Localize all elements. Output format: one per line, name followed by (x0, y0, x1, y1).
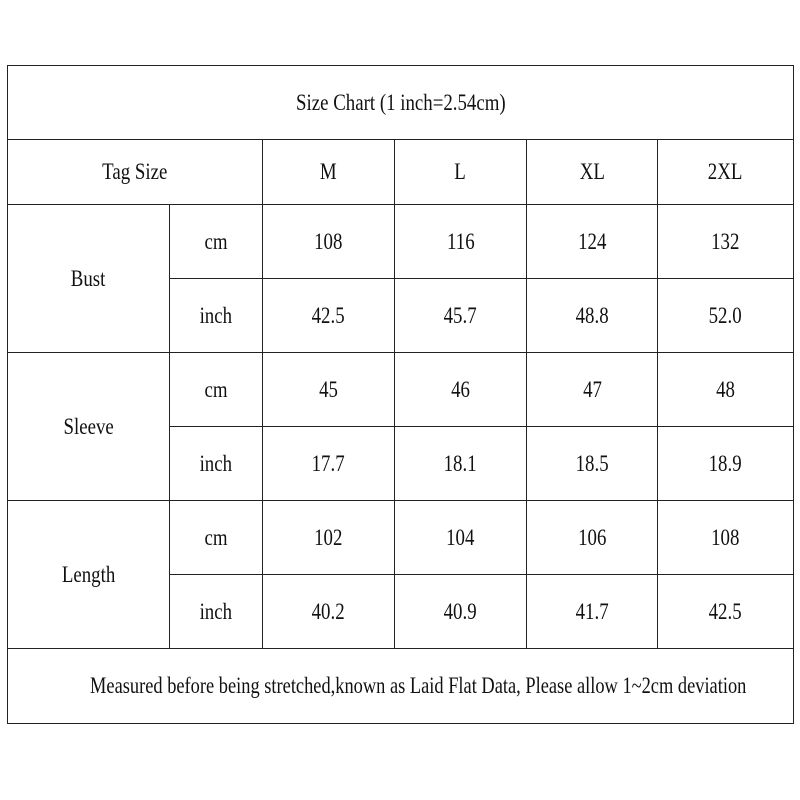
size-header-l: L (395, 140, 527, 205)
table-row (8, 501, 794, 575)
size-chart-table (7, 65, 794, 724)
value-cell: 47 (527, 353, 658, 427)
value-cell: 18.1 (395, 427, 527, 501)
tag-size-label: Tag Size (8, 140, 263, 205)
value-cell: 40.9 (395, 575, 527, 649)
value-cell: 42.5 (658, 575, 794, 649)
unit-cell: inch (170, 575, 263, 649)
value-cell: 45 (263, 353, 395, 427)
value-cell: 48.8 (527, 279, 658, 353)
value-cell: 18.9 (658, 427, 794, 501)
measure-label-sleeve: Sleeve (8, 353, 170, 501)
value-cell: 108 (263, 205, 395, 279)
size-header-2xl: 2XL (658, 140, 794, 205)
header-row (8, 140, 794, 205)
value-cell: 106 (527, 501, 658, 575)
chart-title: Size Chart (1 inch=2.54cm) (8, 66, 794, 140)
value-cell: 104 (395, 501, 527, 575)
unit-cell: cm (170, 353, 263, 427)
value-cell: 132 (658, 205, 794, 279)
value-cell: 48 (658, 353, 794, 427)
value-cell: 42.5 (263, 279, 395, 353)
measurement-note: Measured before being stretched,known as Laid Flat Data, Please allow 1~2cm deviation (8, 649, 794, 724)
value-cell: 18.5 (527, 427, 658, 501)
value-cell: 116 (395, 205, 527, 279)
unit-cell: cm (170, 501, 263, 575)
note-row (8, 649, 794, 724)
value-cell: 17.7 (263, 427, 395, 501)
title-row (8, 66, 794, 140)
value-cell: 52.0 (658, 279, 794, 353)
value-cell: 45.7 (395, 279, 527, 353)
unit-cell: inch (170, 427, 263, 501)
value-cell: 108 (658, 501, 794, 575)
size-header-m: M (263, 140, 395, 205)
unit-cell: cm (170, 205, 263, 279)
measure-label-bust: Bust (8, 205, 170, 353)
table-row (8, 205, 794, 279)
table-row (8, 353, 794, 427)
value-cell: 124 (527, 205, 658, 279)
value-cell: 40.2 (263, 575, 395, 649)
measure-label-length: Length (8, 501, 170, 649)
value-cell: 46 (395, 353, 527, 427)
value-cell: 102 (263, 501, 395, 575)
value-cell: 41.7 (527, 575, 658, 649)
unit-cell: inch (170, 279, 263, 353)
size-header-xl: XL (527, 140, 658, 205)
